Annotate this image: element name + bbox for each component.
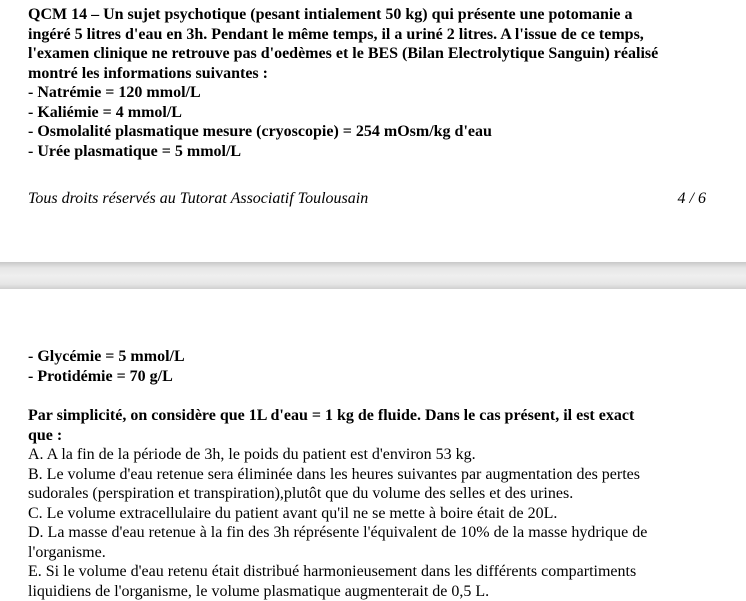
footer-copyright: Tous droits réservés au Tutorat Associatif Toulousain <box>28 190 369 207</box>
lab-value-glycemie: - Glycémie = 5 mmol/L <box>28 348 185 365</box>
answer-e-continued[interactable]: liquidiens de l'organisme, le volume plasmatique augmenterait de 0,5 L. <box>28 582 490 600</box>
page-footer <box>28 189 706 209</box>
question-prompt: Par simplicité, on considère que 1L d'eau = 1 kg de fluide. Dans le cas présent, il est exact <box>28 407 635 424</box>
page-separator <box>0 262 746 289</box>
lab-value-protidemie: - Protidémie = 70 g/L <box>28 367 173 385</box>
answer-a[interactable]: A. A la fin de la période de 3h, le poids du patient est d'environ 53 kg. <box>28 446 476 463</box>
question-prompt: que : <box>28 426 63 444</box>
document-page-4 <box>0 0 746 262</box>
answer-d[interactable]: D. La masse d'eau retenue à la fin des 3h réprésente l'équivalent de 10% de la masse hydrique de <box>28 524 648 541</box>
lab-value-uree: - Urée plasmatique = 5 mmol/L <box>28 142 242 160</box>
question-continuation <box>28 347 718 601</box>
page-number: 4 / 6 <box>677 190 706 207</box>
question-line: montré les informations suivantes : <box>28 64 268 82</box>
lab-value-kaliemie: - Kaliémie = 4 mmol/L <box>28 103 182 121</box>
answer-b[interactable]: B. Le volume d'eau retenue sera éliminée dans les heures suivantes par augmentation des pertes <box>28 465 640 483</box>
answer-b-continued[interactable]: sudorales (perspiration et transpiration),plutôt que du volume des selles et des urines. <box>28 485 574 502</box>
question-line: QCM 14 – Un sujet psychotique (pesant intialement 50 kg) qui présente une potomanie a <box>28 6 633 23</box>
lab-value-osmolalite: - Osmolalité plasmatique mesure (cryoscopie) = 254 mOsm/kg d'eau <box>28 123 492 140</box>
question-line: l'examen clinique ne retrouve pas d'oedèmes et le BES (Bilan Electrolytique Sanguin) réalisé <box>28 45 659 62</box>
answer-c[interactable]: C. Le volume extracellulaire du patient avant qu'il ne se mette à boire était de 20L. <box>28 504 558 522</box>
answer-d-continued[interactable]: l'organisme. <box>28 543 106 561</box>
question-line: ingéré 5 litres d'eau en 3h. Pendant le même temps, il a uriné 2 litres. A l'issue de ce temps, <box>28 25 644 43</box>
answer-e[interactable]: E. Si le volume d'eau retenu était distribué harmonieusement dans les différents compartiments <box>28 563 637 580</box>
document-page-5 <box>0 289 746 601</box>
lab-value-natremie: - Natrémie = 120 mmol/L <box>28 84 201 101</box>
question-block <box>28 5 718 161</box>
